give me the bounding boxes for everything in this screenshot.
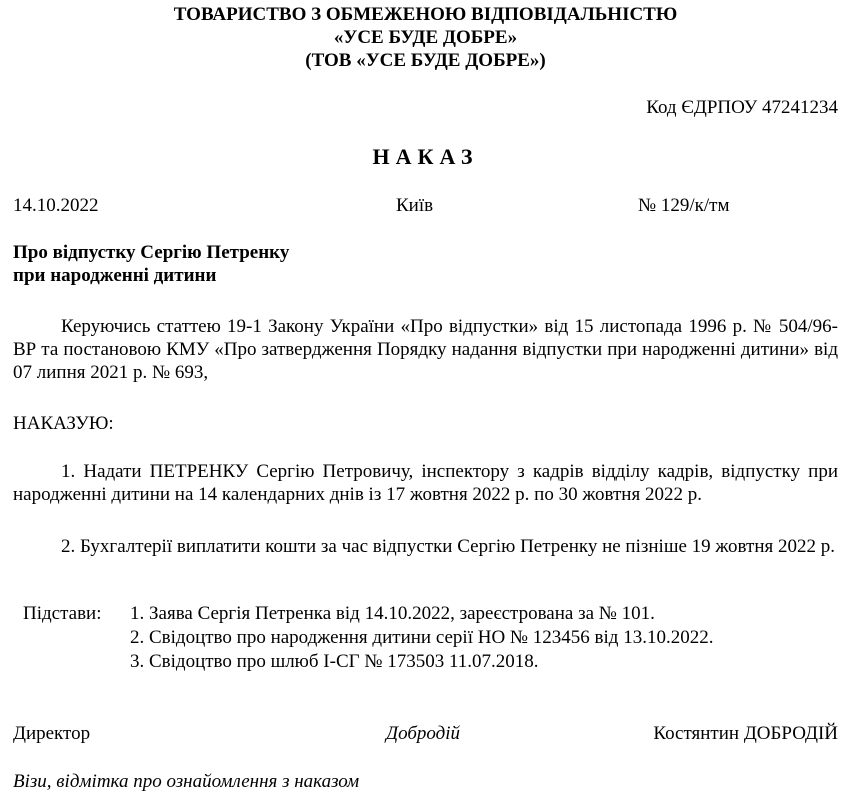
document-title: НАКАЗ xyxy=(372,144,479,169)
subject-line1: Про відпустку Сергію Петренку xyxy=(13,242,290,263)
visas-note: Візи, відмітка про ознайомлення з наказом xyxy=(13,771,360,792)
grounds-label: Підстави: xyxy=(23,603,102,624)
subject-line2: при народженні дитини xyxy=(13,265,217,286)
grounds-list xyxy=(130,602,713,674)
signer-position: Директор xyxy=(13,723,91,744)
order-keyword: НАКАЗУЮ: xyxy=(13,413,114,434)
signature-block xyxy=(13,722,838,745)
document-number: № 129/к/тм xyxy=(638,195,730,216)
grounds-item: 2. Свідоцтво про народження дитини серії НО № 123456 від 13.10.2022. xyxy=(130,627,714,648)
document-date: 14.10.2022 xyxy=(13,195,99,216)
intro-paragraph: Керуючись статтею 19-1 Закону України «Про відпустки» від 15 листопада 1996 р. № 504/96-ВР та постановою КМУ «Про затвердження Порядку надання відпустки при народженні дитини» від 07 липня 2021 р. № 693, xyxy=(13,316,838,383)
grounds-item: 3. Свідоцтво про шлюб І-СГ № 173503 11.07.2018. xyxy=(130,651,539,672)
order-item-1: 1. Надати ПЕТРЕНКУ Сергію Петровичу, інспектору з кадрів відділу кадрів, відпустку при народженні дитини на 14 календарних днів із 17 жовтня 2022 р. по 30 жовтня 2022 р. xyxy=(13,461,838,505)
org-name-line2: «УСЕ БУДЕ ДОБРЕ» xyxy=(333,27,518,48)
document-city: Київ xyxy=(396,195,434,216)
order-item-2: 2. Бухгалтерії виплатити кошти за час відпустки Сергію Петренку не пізніше 19 жовтня 2022 р. xyxy=(61,536,836,557)
signer-signature: Добродій xyxy=(386,723,461,744)
org-name-line1: ТОВАРИСТВО З ОБМЕЖЕНОЮ ВІДПОВІДАЛЬНІСТЮ xyxy=(173,4,678,25)
document-subject xyxy=(13,241,289,287)
org-name-short: (ТОВ «УСЕ БУДЕ ДОБРЕ») xyxy=(305,50,546,71)
edrpou-code: Код ЄДРПОУ 47241234 xyxy=(646,97,838,118)
organization-header xyxy=(13,3,838,72)
order-document xyxy=(13,0,838,794)
grounds-item: 1. Заява Сергія Петренка від 14.10.2022, зареєстрована за № 101. xyxy=(130,603,655,624)
signer-name: Костянтин ДОБРОДІЙ xyxy=(653,723,838,744)
document-meta xyxy=(13,194,838,217)
